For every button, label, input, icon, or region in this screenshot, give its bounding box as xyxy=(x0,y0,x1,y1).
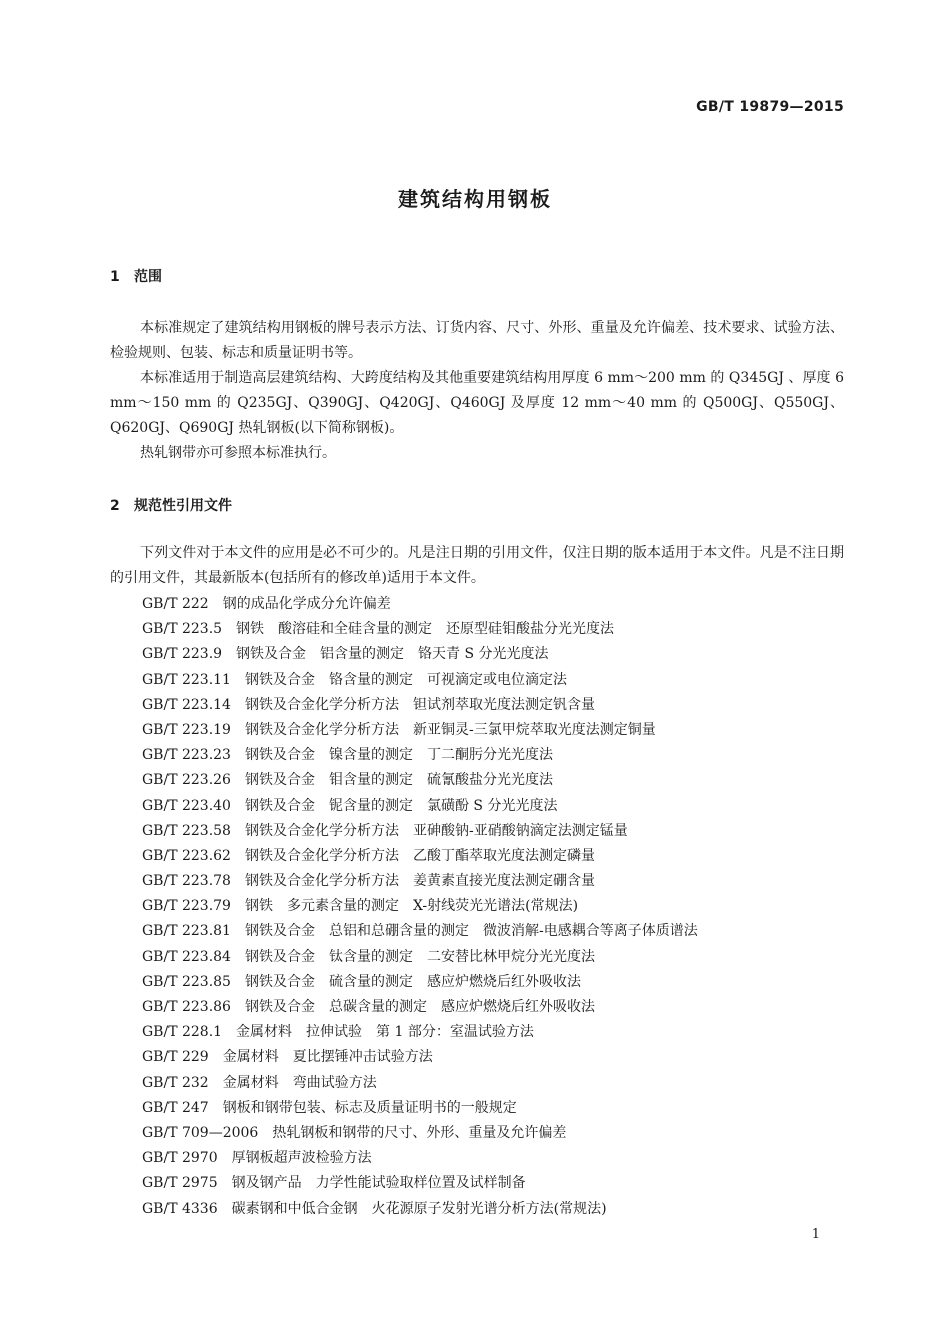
reference-item: GB/T 223.78 钢铁及合金化学分析方法 姜黄素直接光度法测定硼含量 xyxy=(142,873,595,890)
section-heading-scope xyxy=(110,266,162,286)
scope-paragraph-2: 本标准适用于制造高层建筑结构、大跨度结构及其他重要建筑结构用厚度 6 mm～200 mm 的 Q345GJ 、厚度 6 mm～150 mm 的 Q235GJ、Q390GJ、Q420GJ、Q460GJ 及厚度 12 mm～40 mm 的 Q500GJ、Q550GJ、Q620GJ、Q690GJ 热轧钢板(以下简称钢板)。 xyxy=(110,370,844,436)
reference-item: GB/T 223.85 钢铁及合金 硫含量的测定 感应炉燃烧后红外吸收法 xyxy=(142,973,581,990)
reference-item: GB/T 223.5 钢铁 酸溶硅和全硅含量的测定 还原型硅钼酸盐分光光度法 xyxy=(142,621,615,638)
references-intro-paragraph: 下列文件对于本文件的应用是必不可少的。凡是注日期的引用文件，仅注日期的版本适用于本文件。凡是不注日期的引用文件，其最新版本(包括所有的修改单)适用于本文件。 xyxy=(110,545,844,586)
reference-item: GB/T 223.58 钢铁及合金化学分析方法 亚砷酸钠-亚硝酸钠滴定法测定锰量 xyxy=(142,822,628,839)
reference-list xyxy=(142,592,698,1222)
document-title: 建筑结构用钢板 xyxy=(398,187,552,211)
reference-item: GB/T 223.14 钢铁及合金化学分析方法 钽试剂萃取光度法测定钒含量 xyxy=(142,696,595,713)
reference-item: GB/T 222 钢的成品化学成分允许偏差 xyxy=(142,596,391,612)
reference-item: GB/T 223.81 钢铁及合金 总铝和总硼含量的测定 微波消解-电感耦合等离子体质谱法 xyxy=(142,923,698,940)
reference-item: GB/T 223.86 钢铁及合金 总碳含量的测定 感应炉燃烧后红外吸收法 xyxy=(142,999,595,1015)
reference-item: GB/T 228.1 金属材料 拉伸试验 第 1 部分：室温试验方法 xyxy=(142,1024,534,1041)
reference-item: GB/T 223.40 钢铁及合金 铌含量的测定 氯磺酚 S 分光光度法 xyxy=(142,797,558,814)
reference-item: GB/T 223.84 钢铁及合金 钛含量的测定 二安替比林甲烷分光光度法 xyxy=(142,948,595,965)
reference-item: GB/T 2975 钢及钢产品 力学性能试验取样位置及试样制备 xyxy=(142,1175,526,1192)
reference-item: GB/T 223.9 钢铁及合金 铝含量的测定 铬天青 S 分光光度法 xyxy=(142,646,549,663)
reference-item: GB/T 247 钢板和钢带包装、标志及质量证明书的一般规定 xyxy=(142,1099,517,1116)
reference-item: GB/T 2970 厚钢板超声波检验方法 xyxy=(142,1150,372,1167)
scope-paragraph-1: 本标准规定了建筑结构用钢板的牌号表示方法、订货内容、尺寸、外形、重量及允许偏差、技术要求、试验方法、检验规则、包装、标志和质量证明书等。 xyxy=(110,320,844,361)
section-title: 范围 xyxy=(134,269,162,285)
reference-item: GB/T 4336 碳素钢和中低合金钢 火花源原子发射光谱分析方法(常规法) xyxy=(142,1200,607,1217)
reference-item: GB/T 223.23 钢铁及合金 镍含量的测定 丁二酮肟分光光度法 xyxy=(142,747,553,764)
reference-item: GB/T 232 金属材料 弯曲试验方法 xyxy=(142,1074,377,1091)
scope-paragraph-3: 热轧钢带亦可参照本标准执行。 xyxy=(140,445,336,461)
reference-item: GB/T 223.79 钢铁 多元素含量的测定 X-射线荧光光谱法(常规法) xyxy=(142,898,579,915)
section-number: 2 xyxy=(110,498,120,514)
section-number: 1 xyxy=(110,269,120,285)
reference-item: GB/T 223.19 钢铁及合金化学分析方法 新亚铜灵-三氯甲烷萃取光度法测定铜量 xyxy=(142,721,656,738)
section-title: 规范性引用文件 xyxy=(134,498,232,514)
section-heading-normative-references xyxy=(110,495,232,515)
reference-item: GB/T 229 金属材料 夏比摆锤冲击试验方法 xyxy=(142,1049,433,1066)
reference-item: GB/T 223.26 钢铁及合金 钼含量的测定 硫氰酸盐分光光度法 xyxy=(142,772,553,789)
standard-code: GB/T 19879—2015 xyxy=(696,99,844,115)
page-number: 1 xyxy=(811,1227,820,1242)
reference-item: GB/T 223.11 钢铁及合金 铬含量的测定 可视滴定或电位滴定法 xyxy=(142,671,567,688)
reference-item: GB/T 709—2006 热轧钢板和钢带的尺寸、外形、重量及允许偏差 xyxy=(142,1124,567,1141)
reference-item: GB/T 223.62 钢铁及合金化学分析方法 乙酸丁酯萃取光度法测定磷量 xyxy=(142,847,595,864)
